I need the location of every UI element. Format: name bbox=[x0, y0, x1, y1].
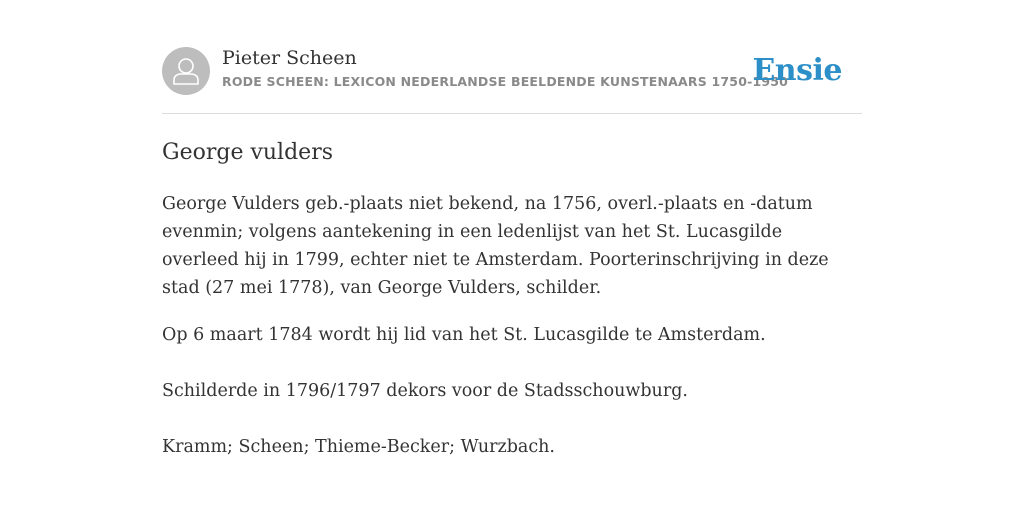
article-title: George vulders bbox=[162, 140, 333, 165]
header bbox=[162, 46, 862, 96]
source-title[interactable]: RODE SCHEEN: LEXICON NEDERLANDSE BEELDENDE KUNSTENAARS 1750-1950 bbox=[222, 74, 789, 89]
paragraph: Schilderde in 1796/1797 dekors voor de Stadsschouwburg. bbox=[162, 381, 688, 401]
paragraph: Kramm; Scheen; Thieme-Becker; Wurzbach. bbox=[162, 437, 555, 457]
header-divider bbox=[162, 113, 862, 114]
avatar[interactable] bbox=[162, 47, 210, 95]
article-body bbox=[162, 190, 852, 461]
author-name[interactable]: Pieter Scheen bbox=[222, 47, 357, 69]
ensie-logo[interactable]: Ensie bbox=[752, 53, 842, 88]
user-icon bbox=[162, 47, 210, 95]
paragraph: George Vulders geb.-plaats niet bekend, na 1756, overl.-plaats en -datum evenmin; volgens aantekening in een ledenlijst van het St. Lucasgilde overleed hij in 1799, echter niet te Amsterdam. Poorterinschrijving in deze stad (27 mei 1778), van George Vulders, schilder. bbox=[162, 194, 829, 298]
paragraph: Op 6 maart 1784 wordt hij lid van het St. Lucasgilde te Amsterdam. bbox=[162, 325, 766, 345]
